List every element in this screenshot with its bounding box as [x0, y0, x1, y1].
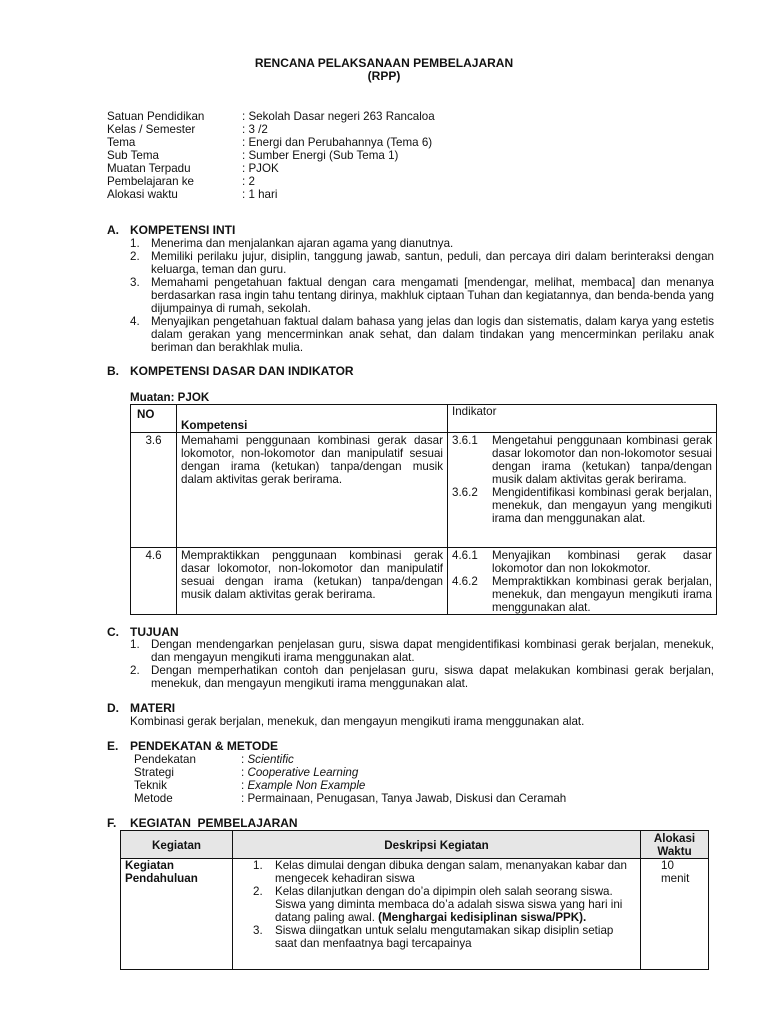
kd-indikator-cell: [448, 433, 717, 548]
table-row: [131, 433, 717, 548]
ppk-note: (Menghargai kedisiplinan siswa/PPK).: [378, 911, 587, 924]
header-deskripsi: Deskripsi Kegiatan: [233, 831, 641, 859]
metode-label: Teknik: [134, 779, 167, 792]
kegiatan-name: Kegiatan Pendahuluan: [121, 859, 233, 970]
section-b-heading: [107, 365, 354, 378]
list-item: [130, 638, 714, 664]
identity-row: [107, 188, 607, 201]
section-letter: A.: [107, 223, 119, 237]
kd-kompetensi: Memahami penggunaan kombinasi gerak dasar lokomotor, non-lokomotor dan manipulatif sesuai dengan irama (ketukan) tanpa/dengan musik dalam aktivitas gerak berirama.: [177, 433, 448, 548]
identity-value: : 1 hari: [242, 188, 278, 201]
identity-value: : Energi dan Perubahannya (Tema 6): [242, 136, 433, 149]
indikator-code: 4.6.2: [452, 575, 478, 588]
list-number: 2.: [130, 250, 140, 263]
section-letter: C.: [107, 625, 119, 639]
kegiatan-step: 3. Siswa diingatkan untuk selalu mengutamakan sikap disiplin setiap saat dan menfaatnya bagi tercapainya: [253, 924, 614, 950]
section-a-heading: [107, 224, 235, 237]
indikator-code: 3.6.1: [452, 434, 478, 447]
identity-label: Tema: [107, 136, 136, 149]
header-no: NO: [131, 405, 177, 433]
kegiatan-step: 2. Kelas dilanjutkan dengan do’a dipimpin oleh salah seorang siswa. Siswa yang diminta membaca do’a adalah siswa siswa yang hari ini datang paling awal. (Menghargai kedisiplinan siswa/PPK).: [253, 885, 623, 924]
table-header-row: [121, 831, 709, 859]
kegiatan-alokasi: 10 menit: [641, 859, 709, 970]
kd-indikator-cell: [448, 548, 717, 615]
identity-label: Pembelajaran ke: [107, 175, 195, 188]
header-indikator: Indikator: [448, 405, 717, 433]
kompetensi-dasar-table: [130, 404, 717, 615]
identity-row: [107, 162, 607, 175]
list-item: [130, 276, 714, 315]
indikator-item: [452, 486, 712, 525]
identity-value: : Sekolah Dasar negeri 263 Rancaloa: [242, 110, 435, 123]
table-row: [131, 548, 717, 615]
kd-number: 4.6: [131, 548, 177, 615]
identity-row: [107, 136, 607, 149]
identity-value: : 2: [242, 175, 255, 188]
indikator-item: [452, 549, 712, 575]
indikator-item: [452, 575, 712, 614]
section-letter: D.: [107, 701, 119, 715]
metode-row: [134, 766, 694, 779]
list-item: [130, 250, 714, 276]
header-alokasi: Alokasi Waktu: [641, 831, 709, 859]
list-item: [130, 664, 714, 690]
metode-row: [134, 753, 694, 766]
list-text: Memahami pengetahuan faktual dengan cara mengamati [mendengar, melihat, membaca] dan menanya berdasarkan rasa ingin tahu tentang dirinya, makhluk ciptaan Tuhan dan kegiatannya, dan benda-benda yang dijumpainya di rumah, sekolah.: [151, 276, 714, 315]
identity-row: [107, 149, 607, 162]
list-number: 3.: [130, 276, 140, 289]
section-letter: E.: [107, 739, 119, 753]
header-kegiatan: Kegiatan: [121, 831, 233, 859]
section-title: TUJUAN: [130, 625, 179, 639]
section-d-heading: [107, 702, 175, 715]
identity-row: [107, 123, 607, 136]
identity-row: [107, 175, 607, 188]
list-number: 2.: [130, 664, 140, 677]
list-number: 1.: [130, 638, 140, 651]
list-number: 1.: [130, 237, 140, 250]
header-kompetensi: Kompetensi: [177, 405, 448, 433]
document-subtitle: (RPP): [367, 69, 401, 83]
indikator-text: Menyajikan kombinasi gerak dasar lokomotor dan non lokokmotor.: [492, 549, 712, 575]
kompetensi-inti-list: [130, 237, 714, 354]
identity-label: Sub Tema: [107, 149, 159, 162]
metode-value: : Cooperative Learning: [241, 766, 359, 779]
metode-value: : Scientific: [241, 753, 294, 766]
list-text: Menerima dan menjalankan ajaran agama yang dianutnya.: [151, 237, 454, 250]
metode-label: Pendekatan: [134, 753, 196, 766]
identity-row: [107, 110, 607, 123]
document-title: RENCANA PELAKSANAAN PEMBELAJARAN: [254, 56, 514, 70]
identity-block: [107, 110, 607, 201]
indikator-code: 4.6.1: [452, 549, 478, 562]
indikator-code: 3.6.2: [452, 486, 478, 499]
list-number: 4.: [130, 315, 140, 328]
metode-value: : Permainaan, Penugasan, Tanya Jawab, Diskusi dan Ceramah: [241, 792, 567, 805]
list-item: [130, 315, 714, 354]
section-title: PENDEKATAN & METODE: [130, 739, 279, 753]
metode-row: [134, 792, 694, 805]
section-title: KOMPETENSI INTI: [130, 223, 236, 237]
kd-kompetensi: Mempraktikkan penggunaan kombinasi gerak dasar lokomotor, non-lokomotor dan manipulatif sesuai dengan irama (ketukan) tanpa/dengan musik dalam aktivitas gerak berirama.: [177, 548, 448, 615]
section-letter: F.: [107, 816, 117, 830]
indikator-item: [452, 434, 712, 486]
table-row: [121, 859, 709, 970]
identity-label: Muatan Terpadu: [107, 162, 191, 175]
indikator-text: Mengetahui penggunaan kombinasi gerak dasar lokomotor dan non-lokomotor sesuai dengan irama (ketukan) tanpa/dengan musik dalam aktivitas gerak berirama.: [492, 434, 712, 486]
kegiatan-step: 1. Kelas dimulai dengan dibuka dengan salam, menanyakan kabar dan mengecek kehadiran siswa: [253, 859, 627, 885]
kegiatan-table: [120, 830, 709, 970]
metode-row: [134, 779, 694, 792]
indikator-text: Mempraktikkan kombinasi gerak berjalan, menekuk, dan mengayun mengikuti irama menggunakan alat.: [492, 575, 712, 614]
kegiatan-description: [233, 859, 641, 970]
section-f-heading: [107, 817, 298, 830]
pendekatan-metode-block: [134, 753, 694, 805]
muatan-label: Muatan: PJOK: [130, 391, 210, 404]
section-letter: B.: [107, 364, 119, 378]
metode-label: Metode: [134, 792, 173, 805]
list-text: Memiliki perilaku jujur, disiplin, tanggung jawab, santun, peduli, dan percaya diri dalam berinteraksi dengan keluarga, teman dan guru.: [151, 250, 714, 276]
section-title: KOMPETENSI DASAR DAN INDIKATOR: [130, 364, 354, 378]
materi-text: Kombinasi gerak berjalan, menekuk, dan mengayun mengikuti irama menggunakan alat.: [130, 715, 585, 728]
section-title: KEGIATAN PEMBELAJARAN: [130, 816, 298, 830]
list-text: Dengan memperhatikan contoh dan penjelasan guru, siswa dapat melakukan kombinasi gerak berjalan, menekuk, dan mengayun mengikuti irama menggunakan alat.: [151, 664, 714, 690]
indikator-text: Mengidentifikasi kombinasi gerak berjalan, menekuk, dan mengayun yang mengikuti irama dan menggunakan alat.: [492, 486, 712, 525]
list-item: [130, 237, 714, 250]
list-text: Menyajikan pengetahuan faktual dalam bahasa yang jelas dan logis dan sistematis, dalam karya yang estetis dalam gerakan yang mencerminkan anak sehat, dan dalam tindakan yang mencerminkan perilaku anak beriman dan berakhlak mulia.: [151, 315, 714, 354]
identity-value: : 3 /2: [242, 123, 268, 136]
table-header-row: [131, 405, 717, 433]
identity-label: Kelas / Semester: [107, 123, 196, 136]
identity-value: : Sumber Energi (Sub Tema 1): [242, 149, 399, 162]
identity-label: Alokasi waktu: [107, 188, 178, 201]
section-title: MATERI: [130, 701, 176, 715]
identity-value: : PJOK: [242, 162, 279, 175]
metode-label: Strategi: [134, 766, 174, 779]
tujuan-list: [130, 638, 714, 690]
kd-number: 3.6: [131, 433, 177, 548]
identity-label: Satuan Pendidikan: [107, 110, 205, 123]
metode-value: : Example Non Example: [241, 779, 366, 792]
list-text: Dengan mendengarkan penjelasan guru, siswa dapat mengidentifikasi kombinasi gerak berjalan, menekuk, dan mengayun mengikuti irama menggunakan alat.: [151, 638, 714, 664]
section-e-heading: [107, 740, 278, 753]
